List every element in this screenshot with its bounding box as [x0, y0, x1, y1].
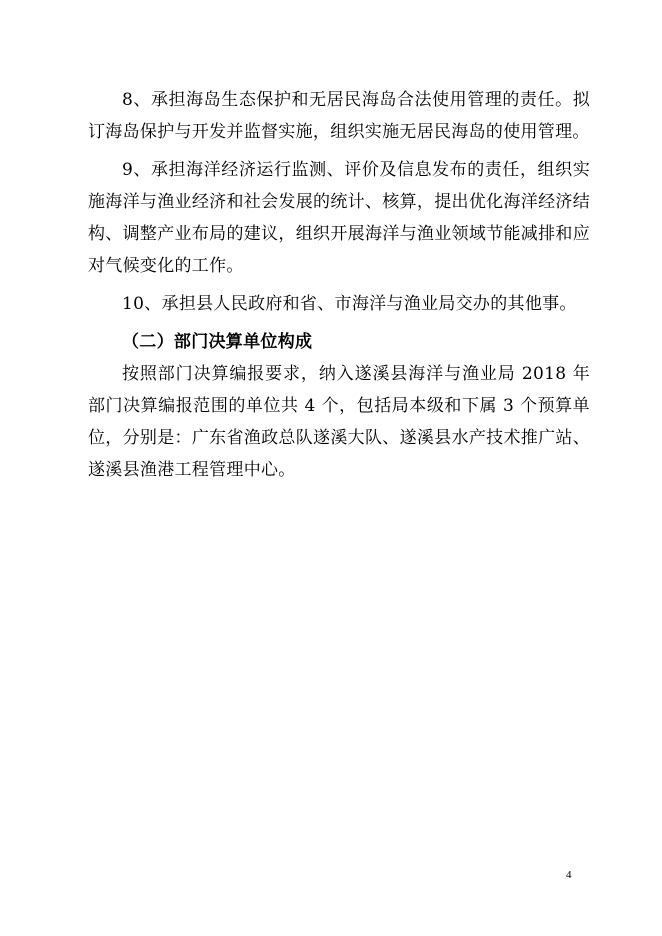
section-heading: （二）部门决算单位构成 [122, 332, 313, 352]
section-paragraph: 按照部门决算编报要求，纳入遂溪县海洋与渔业局 2018 年部门决算编报范围的单位共 4 个，包括局本级和下属 3 个预算单位，分别是：广东省渔政总队遂溪大队、遂溪县水产技术推广站、遂溪县渔港工程管理中心。 [88, 364, 590, 480]
document-body [88, 84, 590, 486]
paragraph-item-9: 9、承担海洋经济运行监测、评价及信息发布的责任，组织实施海洋与渔业经济和社会发展的统计、核算，提出优化海洋经济结构、调整产业布局的建议，组织开展海洋与渔业领域节能减排和应对气候变化的工作。 [88, 160, 590, 276]
page-number: 4 [566, 869, 572, 881]
paragraph-item-8: 8、承担海岛生态保护和无居民海岛合法使用管理的责任。拟订海岛保护与开发并监督实施，组织实施无居民海岛的使用管理。 [88, 90, 590, 142]
paragraph-item-10: 10、承担县人民政府和省、市海洋与渔业局交办的其他事。 [122, 294, 577, 314]
